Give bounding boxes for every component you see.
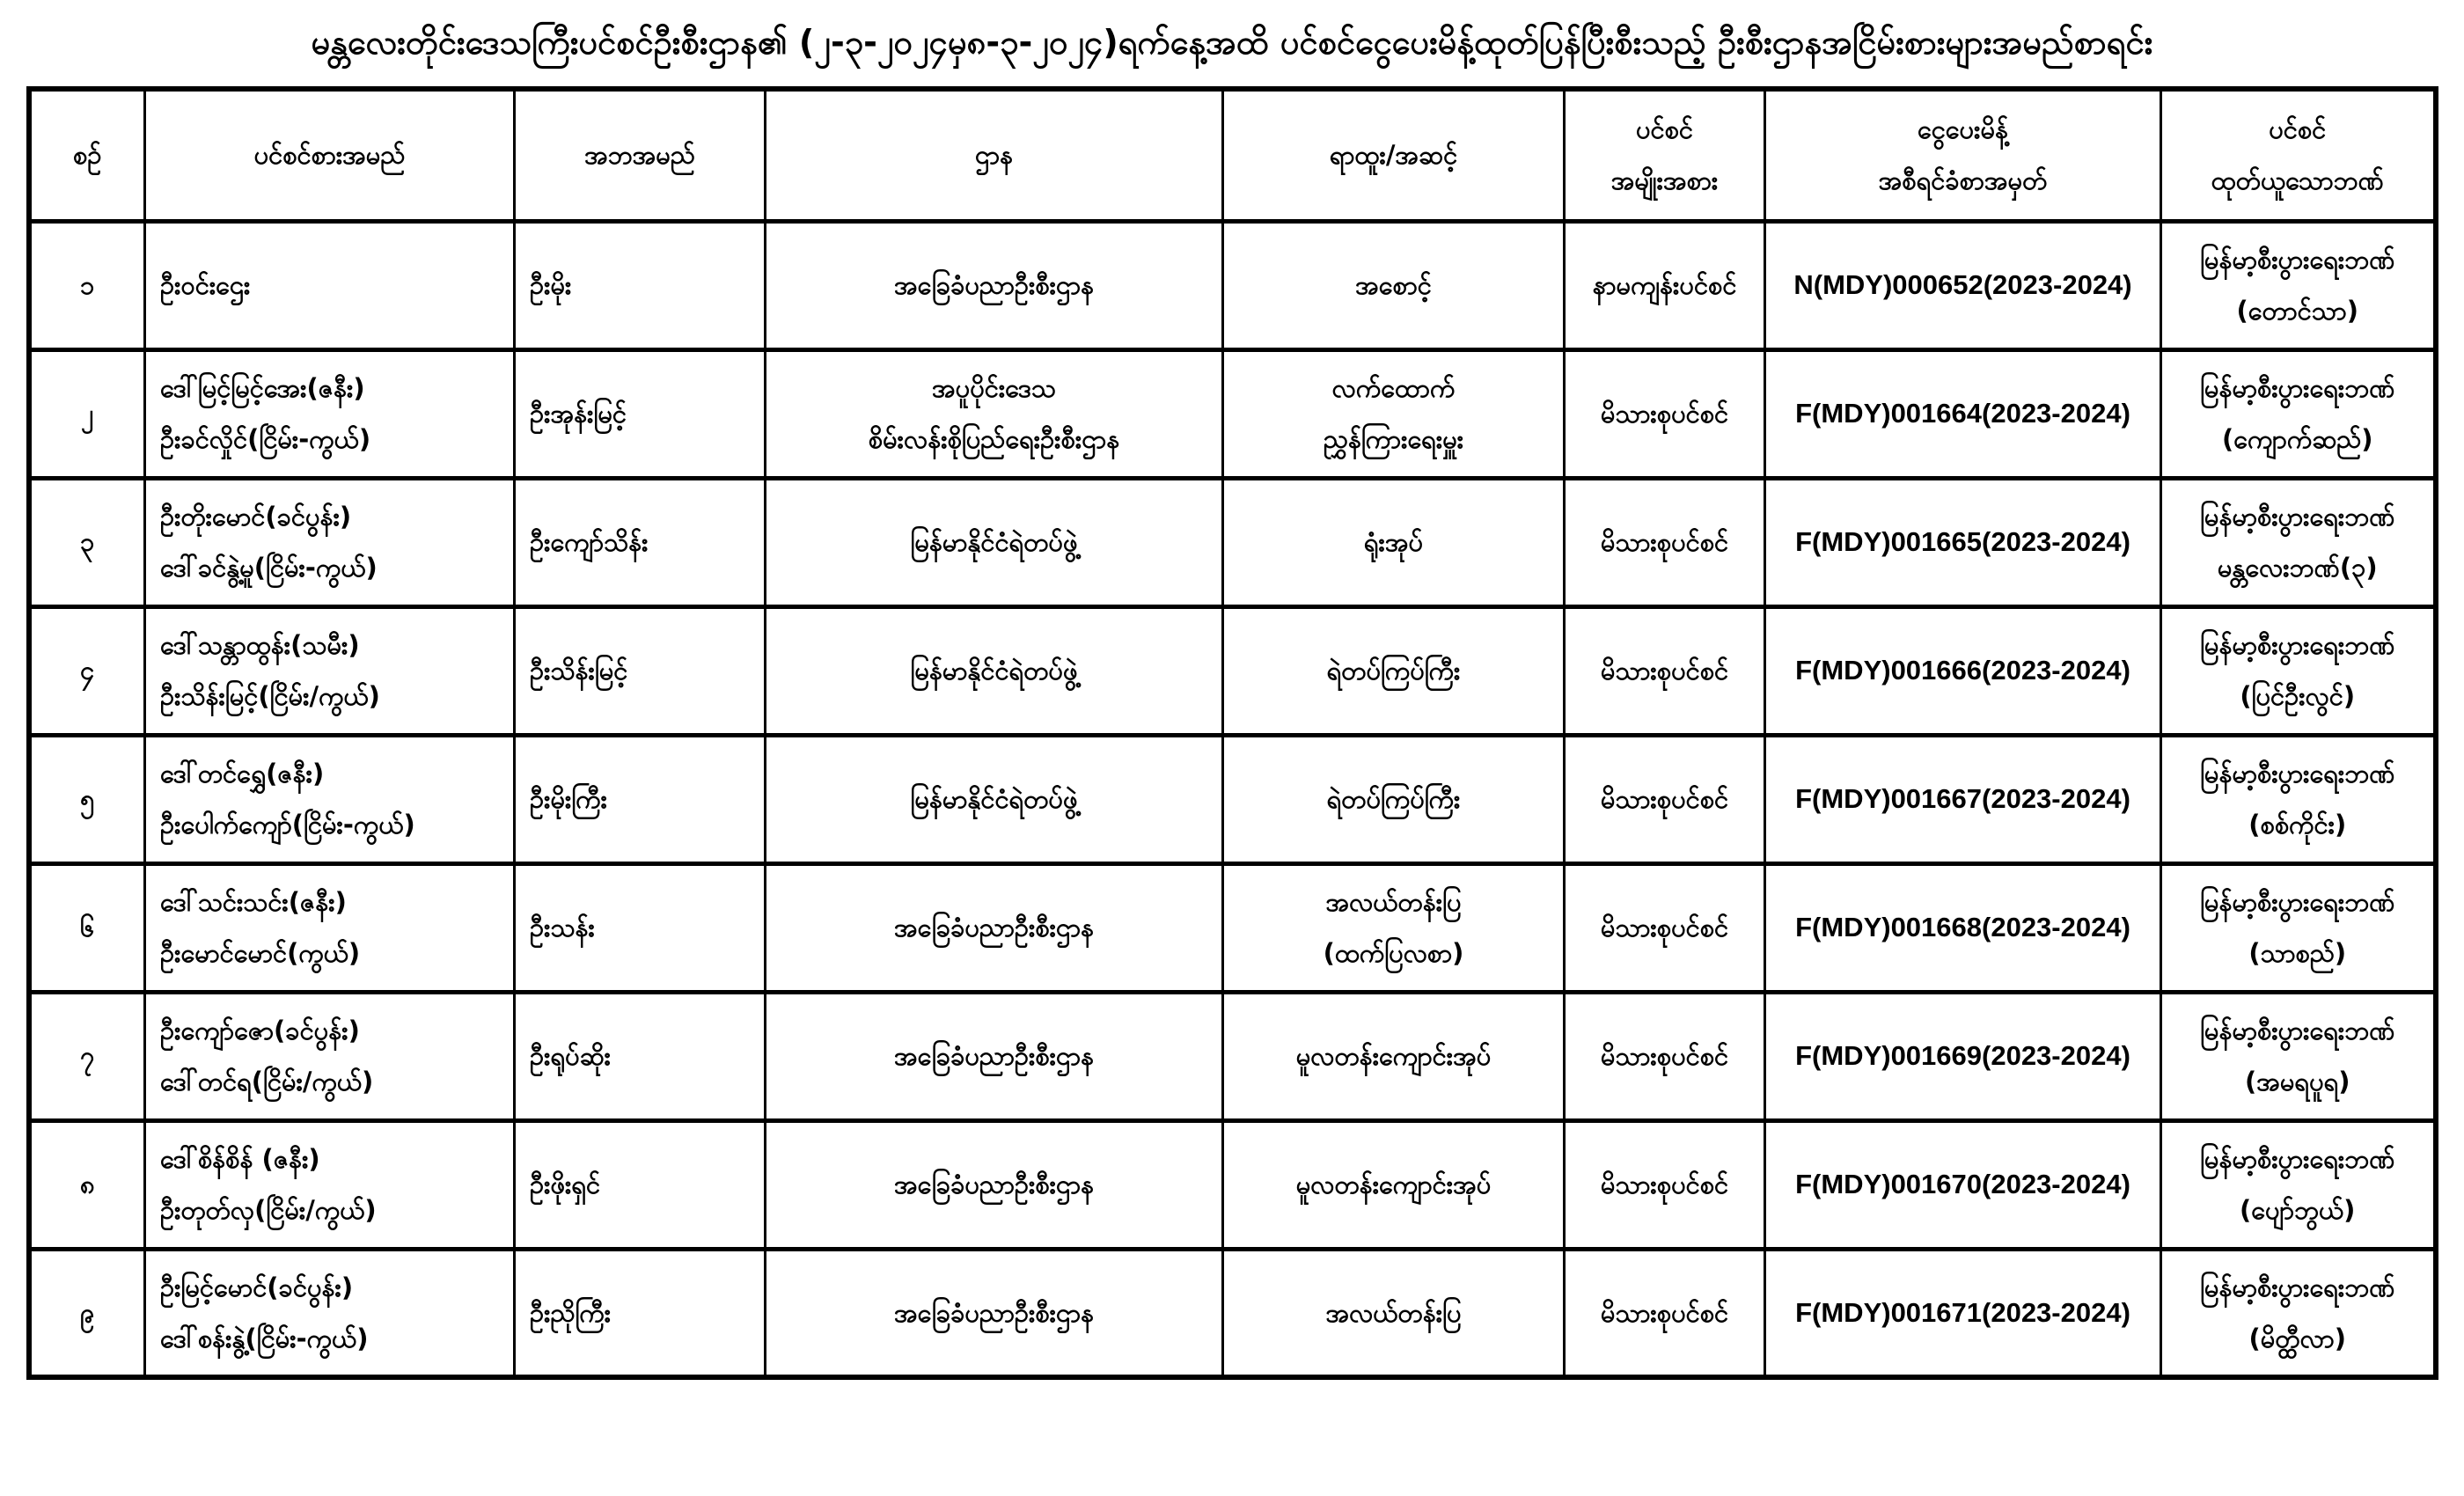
pensioners-table bbox=[26, 86, 2438, 1380]
cell-text: ဦးကျော်ဇော(ခင်ပွန်း) bbox=[160, 1016, 360, 1045]
cell-pension-type bbox=[1565, 1249, 1765, 1377]
cell-text: ဦးသိန်းမြင့် bbox=[530, 656, 628, 686]
cell-text: ဒေါ်သင်းသင်း(ဇနီး) bbox=[160, 887, 347, 917]
header-label: အစီရင်ခံစာအမှတ် bbox=[1878, 165, 2048, 196]
cell-text: အခြေခံပညာဦးစီးဌာန bbox=[893, 1297, 1095, 1328]
cell-payment-no bbox=[1765, 863, 2161, 992]
cell-bank bbox=[2161, 863, 2436, 992]
table-row bbox=[29, 735, 2436, 863]
cell-department bbox=[766, 349, 1223, 478]
cell-father bbox=[515, 863, 766, 992]
cell-text: လက်ထောက် bbox=[1331, 373, 1456, 403]
cell-text: မြန်မာနိုင်ငံရဲတပ်ဖွဲ့ bbox=[910, 784, 1078, 814]
cell-text: မိသားစုပင်စင် bbox=[1600, 1170, 1729, 1199]
cell-text: ဦးသိန်းမြင့်(ငြိမ်း/ကွယ်) bbox=[160, 681, 380, 711]
cell-name bbox=[145, 606, 515, 735]
cell-position bbox=[1223, 992, 1565, 1120]
cell-name bbox=[145, 1120, 515, 1249]
cell-department bbox=[766, 863, 1223, 992]
cell-bank bbox=[2161, 1120, 2436, 1249]
cell-bank bbox=[2161, 349, 2436, 478]
cell-text: ဦးညိုကြီး bbox=[530, 1297, 612, 1328]
table-row bbox=[29, 992, 2436, 1120]
cell-text: အခြေခံပညာဦးစီးဌာန bbox=[893, 1170, 1095, 1199]
cell-text: အလယ်တန်းပြ bbox=[1325, 1297, 1462, 1328]
cell-text: ဦးသန်း bbox=[530, 913, 595, 942]
table-row bbox=[29, 1120, 2436, 1249]
cell-department bbox=[766, 606, 1223, 735]
cell-bank bbox=[2161, 221, 2436, 349]
cell-text: (ထက်ပြလစာ) bbox=[1323, 938, 1464, 968]
cell-name bbox=[145, 349, 515, 478]
cell-bank bbox=[2161, 606, 2436, 735]
cell-father bbox=[515, 992, 766, 1120]
cell-text: မိသားစုပင်စင် bbox=[1600, 1297, 1729, 1328]
cell-text: အစောင့် bbox=[1355, 270, 1432, 300]
cell-text: (ကျောက်ဆည်) bbox=[2221, 424, 2373, 454]
column-header-pension-type bbox=[1565, 89, 1765, 221]
cell-text: အခြေခံပညာဦးစီးဌာန bbox=[893, 1041, 1095, 1071]
cell-text: ဦးရုပ်ဆိုး bbox=[530, 1041, 612, 1071]
cell-text: မြန်မာ့စီးပွားရေးဘဏ် bbox=[2200, 1016, 2395, 1045]
table-row bbox=[29, 478, 2436, 606]
cell-bank bbox=[2161, 735, 2436, 863]
cell-text: (မိတ္ထီလာ) bbox=[2248, 1323, 2346, 1353]
cell-text: နာမကျန်းပင်စင် bbox=[1592, 270, 1737, 300]
column-header-department bbox=[766, 89, 1223, 221]
header-label: ပင်စင်စားအမည် bbox=[253, 140, 406, 171]
cell-text: (တောင်သာ) bbox=[2236, 296, 2358, 326]
cell-text: ရုံးအုပ် bbox=[1363, 527, 1424, 557]
header-label: ထုတ်ယူသောဘဏ် bbox=[2211, 165, 2384, 196]
table-body bbox=[29, 221, 2436, 1377]
cell-bank bbox=[2161, 478, 2436, 606]
header-label: စဉ် bbox=[73, 140, 102, 171]
cell-text: ဦးပေါက်ကျော်(ငြိမ်း-ကွယ်) bbox=[160, 810, 415, 840]
cell-text: ၄ bbox=[80, 656, 95, 686]
cell-no bbox=[29, 478, 145, 606]
cell-department bbox=[766, 992, 1223, 1120]
cell-text: ဦးဝင်းဌေး bbox=[160, 270, 251, 300]
cell-text: ဦးမိုးကြီး bbox=[530, 784, 607, 814]
cell-payment-no bbox=[1765, 478, 2161, 606]
cell-payment-no bbox=[1765, 1249, 2161, 1377]
table-row bbox=[29, 349, 2436, 478]
cell-text: (ပြင်ဦးလွင်) bbox=[2240, 681, 2356, 711]
cell-text: ၂ bbox=[81, 399, 94, 429]
header-label: ဌာန bbox=[974, 140, 1014, 171]
cell-text: ဒေါ်သန္တာထွန်း(သမီး) bbox=[160, 630, 360, 660]
cell-text: (အမရပူရ) bbox=[2244, 1067, 2350, 1096]
cell-text: ဦးကျော်သိန်း bbox=[530, 527, 649, 557]
cell-text: ညွှန်ကြားရေးမှူး bbox=[1323, 424, 1464, 454]
cell-pension-type bbox=[1565, 863, 1765, 992]
cell-department bbox=[766, 478, 1223, 606]
cell-father bbox=[515, 349, 766, 478]
cell-text: F(MDY)001666(2023-2024) bbox=[1795, 655, 2130, 686]
cell-text: N(MDY)000652(2023-2024) bbox=[1793, 269, 2132, 300]
cell-no bbox=[29, 992, 145, 1120]
cell-text: မိသားစုပင်စင် bbox=[1600, 1041, 1729, 1071]
cell-text: ဒေါ်စန်းနွဲ့(ငြိမ်း-ကွယ်) bbox=[160, 1323, 369, 1353]
cell-text: F(MDY)001671(2023-2024) bbox=[1795, 1296, 2130, 1328]
column-header-payment-order-no bbox=[1765, 89, 2161, 221]
cell-text: F(MDY)001670(2023-2024) bbox=[1795, 1169, 2130, 1199]
cell-text: ဒေါ်စိန်စိန် (ဇနီး) bbox=[160, 1144, 320, 1174]
cell-pension-type bbox=[1565, 735, 1765, 863]
cell-text: စိမ်းလန်းစိုပြည်ရေးဦးစီးဌာန bbox=[868, 424, 1120, 454]
table-row bbox=[29, 221, 2436, 349]
cell-father bbox=[515, 1120, 766, 1249]
cell-text: ဒေါ်ခင်နွဲ့မူ(ငြိမ်း-ကွယ်) bbox=[160, 553, 378, 583]
cell-text: ဦးမိုး bbox=[530, 270, 572, 300]
cell-position bbox=[1223, 606, 1565, 735]
cell-position bbox=[1223, 478, 1565, 606]
cell-text: F(MDY)001669(2023-2024) bbox=[1795, 1040, 2130, 1071]
cell-text: မိသားစုပင်စင် bbox=[1600, 399, 1729, 429]
cell-no bbox=[29, 1249, 145, 1377]
cell-pension-type bbox=[1565, 349, 1765, 478]
cell-text: မြန်မာနိုင်ငံရဲတပ်ဖွဲ့ bbox=[910, 656, 1078, 686]
cell-position bbox=[1223, 1120, 1565, 1249]
cell-payment-no bbox=[1765, 735, 2161, 863]
table-row bbox=[29, 1249, 2436, 1377]
cell-no bbox=[29, 1120, 145, 1249]
column-header-serial bbox=[29, 89, 145, 221]
cell-text: မြန်မာနိုင်ငံရဲတပ်ဖွဲ့ bbox=[910, 527, 1078, 557]
cell-text: ဦးခင်လှိုင်(ငြိမ်း-ကွယ်) bbox=[160, 424, 371, 454]
cell-text: ရဲတပ်ကြပ်ကြီး bbox=[1326, 656, 1461, 686]
cell-position bbox=[1223, 1249, 1565, 1377]
cell-text: အခြေခံပညာဦးစီးဌာန bbox=[893, 913, 1095, 942]
cell-text: အပူပိုင်းဒေသ bbox=[932, 373, 1056, 403]
cell-payment-no bbox=[1765, 1120, 2161, 1249]
column-header-bank bbox=[2161, 89, 2436, 221]
cell-name bbox=[145, 478, 515, 606]
cell-text: မိသားစုပင်စင် bbox=[1600, 784, 1729, 814]
cell-text: (စစ်ကိုင်း) bbox=[2248, 810, 2347, 840]
cell-no bbox=[29, 221, 145, 349]
table-row bbox=[29, 606, 2436, 735]
header-label: အဘအမည် bbox=[584, 140, 695, 171]
cell-text: F(MDY)001665(2023-2024) bbox=[1795, 526, 2130, 557]
cell-text: ၅ bbox=[80, 784, 95, 814]
cell-text: မြန်မာ့စီးပွားရေးဘဏ် bbox=[2200, 502, 2395, 532]
cell-text: အလယ်တန်းပြ bbox=[1325, 887, 1462, 917]
cell-text: ၁ bbox=[80, 270, 95, 300]
cell-name bbox=[145, 863, 515, 992]
cell-position bbox=[1223, 863, 1565, 992]
cell-name bbox=[145, 1249, 515, 1377]
column-header-pensioner-name bbox=[145, 89, 515, 221]
cell-pension-type bbox=[1565, 992, 1765, 1120]
cell-father bbox=[515, 478, 766, 606]
table-header bbox=[29, 89, 2436, 221]
cell-pension-type bbox=[1565, 1120, 1765, 1249]
cell-no bbox=[29, 606, 145, 735]
cell-name bbox=[145, 221, 515, 349]
cell-bank bbox=[2161, 1249, 2436, 1377]
cell-father bbox=[515, 606, 766, 735]
cell-text: မြန်မာ့စီးပွားရေးဘဏ် bbox=[2200, 1144, 2395, 1174]
cell-no bbox=[29, 735, 145, 863]
cell-text: ဦးမောင်မောင်(ကွယ်) bbox=[160, 938, 361, 968]
cell-text: မူလတန်းကျောင်းအုပ် bbox=[1295, 1041, 1492, 1071]
header-label: ပင်စင် bbox=[2269, 114, 2327, 145]
header-label: ရာထူး/အဆင့် bbox=[1329, 140, 1458, 171]
cell-text: ၃ bbox=[80, 527, 95, 557]
cell-text: မန္တလေးဘဏ်(၃) bbox=[2217, 553, 2378, 583]
cell-text: F(MDY)001664(2023-2024) bbox=[1795, 398, 2130, 429]
cell-payment-no bbox=[1765, 606, 2161, 735]
cell-text: (သာစည်) bbox=[2248, 938, 2347, 968]
cell-father bbox=[515, 735, 766, 863]
cell-pension-type bbox=[1565, 221, 1765, 349]
cell-text: ဦးတိုးမောင်(ခင်ပွန်း) bbox=[160, 502, 352, 532]
cell-text: ဦးဖိုးရှင် bbox=[530, 1170, 601, 1199]
cell-text: မူလတန်းကျောင်းအုပ် bbox=[1295, 1170, 1492, 1199]
cell-text: မြန်မာ့စီးပွားရေးဘဏ် bbox=[2200, 1272, 2395, 1302]
cell-no bbox=[29, 349, 145, 478]
cell-pension-type bbox=[1565, 478, 1765, 606]
cell-department bbox=[766, 1120, 1223, 1249]
cell-text: မြန်မာ့စီးပွားရေးဘဏ် bbox=[2200, 630, 2395, 660]
cell-text: ၉ bbox=[80, 1297, 95, 1328]
cell-text: မိသားစုပင်စင် bbox=[1600, 656, 1729, 686]
table-row bbox=[29, 863, 2436, 992]
cell-department bbox=[766, 1249, 1223, 1377]
cell-no bbox=[29, 863, 145, 992]
cell-payment-no bbox=[1765, 221, 2161, 349]
cell-text: ဦးမြင့်မောင်(ခင်ပွန်း) bbox=[160, 1272, 354, 1302]
cell-text: မြန်မာ့စီးပွားရေးဘဏ် bbox=[2200, 373, 2395, 403]
cell-pension-type bbox=[1565, 606, 1765, 735]
cell-text: မိသားစုပင်စင် bbox=[1600, 527, 1729, 557]
cell-text: ရဲတပ်ကြပ်ကြီး bbox=[1326, 784, 1461, 814]
cell-text: မြန်မာ့စီးပွားရေးဘဏ် bbox=[2200, 759, 2395, 788]
cell-text: မြန်မာ့စီးပွားရေးဘဏ် bbox=[2200, 245, 2395, 275]
cell-text: ၈ bbox=[79, 1170, 95, 1199]
cell-position bbox=[1223, 349, 1565, 478]
header-label: ငွေပေးမိန့် bbox=[1917, 114, 2009, 145]
cell-father bbox=[515, 1249, 766, 1377]
cell-name bbox=[145, 992, 515, 1120]
page-title: မန္တလေးတိုင်းဒေသကြီးပင်စင်ဦးစီးဌာန၏ (၂-၃-၂၀၂၄မှ၈-၃-၂၀၂၄)ရက်နေ့အထိ ပင်စင်ငွေပေးမိန့်ထုတ်ပြန်ပြီးစီးသည့် ဦးစီးဌာနအငြိမ်းစားများအမည်စာရင်း bbox=[311, 23, 2153, 62]
header-row bbox=[29, 89, 2436, 221]
cell-father bbox=[515, 221, 766, 349]
cell-department bbox=[766, 735, 1223, 863]
cell-department bbox=[766, 221, 1223, 349]
cell-text: အခြေခံပညာဦးစီးဌာန bbox=[893, 270, 1095, 300]
cell-position bbox=[1223, 221, 1565, 349]
cell-text: ဒေါ်မြင့်မြင့်အေး(ဇနီး) bbox=[160, 373, 365, 403]
cell-text: ဒေါ်တင်ရ(ငြိမ်း/ကွယ်) bbox=[160, 1067, 374, 1096]
cell-text: ဦးအုန်းမြင့် bbox=[530, 399, 627, 429]
cell-text: F(MDY)001668(2023-2024) bbox=[1795, 912, 2130, 942]
cell-text: မိသားစုပင်စင် bbox=[1600, 913, 1729, 942]
cell-text: F(MDY)001667(2023-2024) bbox=[1795, 783, 2130, 814]
column-header-father-name bbox=[515, 89, 766, 221]
cell-text: မြန်မာ့စီးပွားရေးဘဏ် bbox=[2200, 887, 2395, 917]
column-header-position bbox=[1223, 89, 1565, 221]
header-label: အမျိုးအစား bbox=[1610, 165, 1719, 196]
cell-bank bbox=[2161, 992, 2436, 1120]
cell-text: ဦးတုတ်လှ(ငြိမ်း/ကွယ်) bbox=[160, 1195, 377, 1225]
cell-name bbox=[145, 735, 515, 863]
cell-payment-no bbox=[1765, 992, 2161, 1120]
cell-text: ၆ bbox=[80, 913, 95, 942]
cell-text: (ပျော်ဘွယ်) bbox=[2240, 1195, 2356, 1225]
cell-text: ဒေါ်တင်ရွှေ(ဇနီး) bbox=[160, 759, 325, 788]
cell-text: ၇ bbox=[80, 1041, 95, 1071]
header-label: ပင်စင် bbox=[1635, 114, 1694, 145]
cell-payment-no bbox=[1765, 349, 2161, 478]
cell-position bbox=[1223, 735, 1565, 863]
